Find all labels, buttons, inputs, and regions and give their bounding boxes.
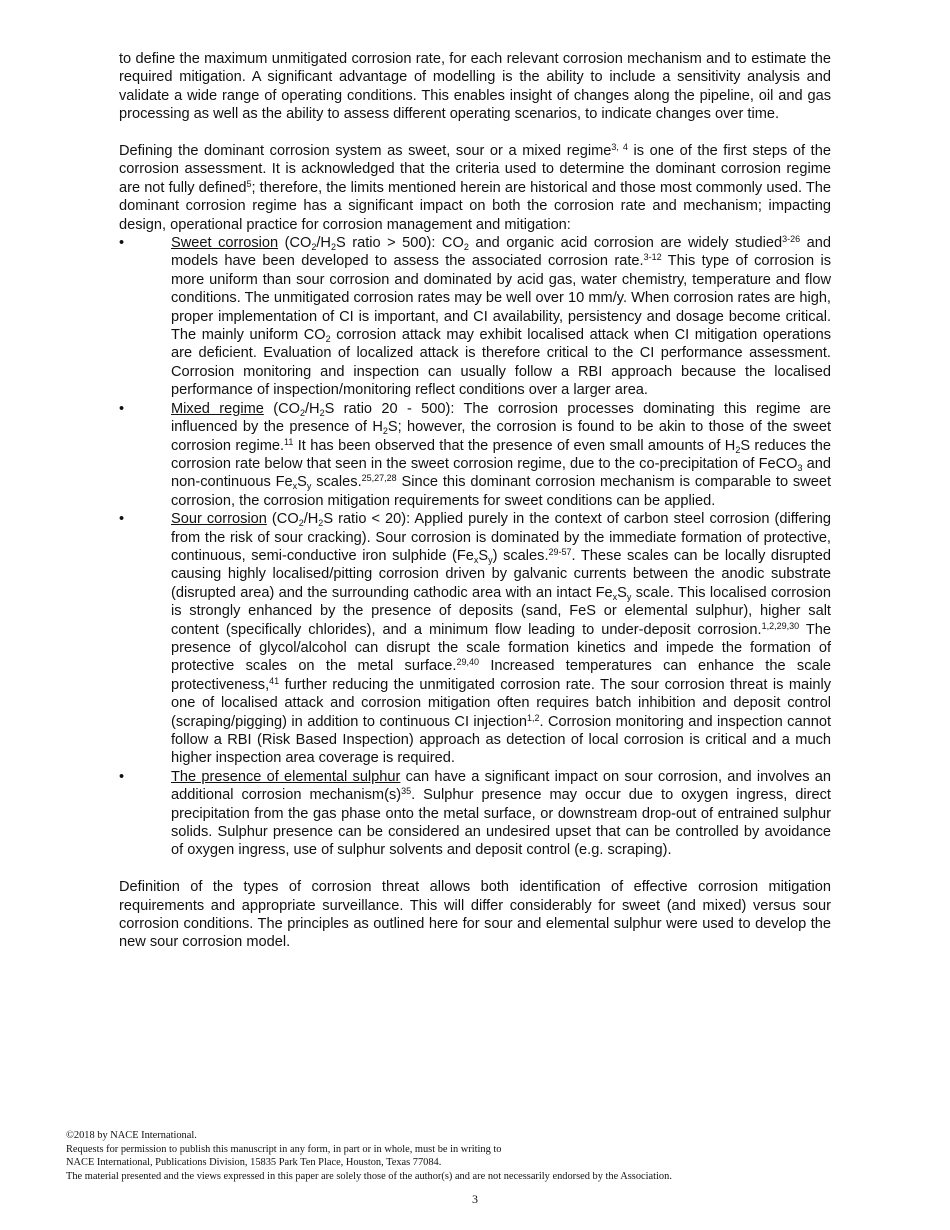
bullet-marker: • [119,511,125,528]
bullet-item-mixed [119,400,831,510]
bullet-item-sulphur [119,768,831,860]
bullet-item-sweet [119,234,831,400]
bullet-list [119,234,831,860]
footer-address: NACE International, Publications Division, 15835 Park Ten Place, Houston, Texas 77084. [66,1157,442,1169]
bullet-item-sour [119,510,831,768]
bullet-marker: • [119,400,125,417]
page-number: 3 [472,1192,478,1206]
bullet-text: Sour corrosion ($CO_2/H_2S$ ratio < 20): Applied purely in the context of carbon steel corrosion (differing from the risk of sour cracking). Sour corrosion is dominated by the immediate formation of protective, continuous, semi-conductive iron sulphide $(Fe_xS_y)$ scales.$^{29-57}$. These scales can be locally disrupted causing highly localised/pitting corrosion driven by galvanic currents between the anodic substrate (disrupted area) and the surrounding cathodic area with an intact $Fe_xS_y$ scale. This localised corrosion is strongly enhanced by the presence of deposits (sand, FeS or elemental sulphur), higher salt content (specifically chlorides), and a minimum flow leading to under-deposit corrosion.$^{1,2,29,30}$ The presence of glycol/alcohol can disrupt the scale formation kinetics and impede the formation of protective scales on the metal surface.$^{29,40}$ Increased temperatures can enhance the scale protectiveness,$^{41}$ further reducing the unmitigated corrosion rate. The sour corrosion threat is mainly one of localised attack and corrosion mitigation often requires batch inhibition and deposit control (scraping/pigging) in addition to continuous CI injection$^{1,2}$. Corrosion monitoring and inspection cannot follow a RBI (Risk Based Inspection) approach as detection of local corrosion is critical and a much higher inspection area coverage is required. [171,511,832,767]
footer-copyright: ©2018 by NACE International. [66,1130,197,1141]
footer-disclaimer: The material presented and the views expressed in this paper are solely those of the author(s) and are not necessarily endorsed by the Association. [66,1170,672,1182]
intro-paragraph: to define the maximum unmitigated corrosion rate, for each relevant corrosion mechanism and to estimate the required mitigation. A significant advantage of modelling is the ability to include a sensitivity analysis and validate a wide range of operating conditions. This enables insight of changes along the pipeline, oil and gas processing as well as the ability to assess different operating scenarios, to indicate changes over time. [119,51,831,123]
bullet-text: The presence of elemental sulphur can have a significant impact on sour corrosion, and involves an additional corrosion $mechanism(s)^{35}$. Sulphur presence may occur due to oxygen ingress, direct precipitation from the gas phase onto the metal surface, or downstream drop-out of entrained sulphur solids. Sulphur presence can be considered an undesired upset that can be controlled by avoidance of oxygen ingress, use of sulphur solvents and deposit control (e.g. scraping). [171,768,831,859]
document-body [119,50,831,952]
footer-permission: Requests for permission to publish this manuscript in any form, in part or in whole, must be in writing to [66,1143,502,1155]
bullet-marker: • [119,235,125,252]
bullet-text: Sweet corrosion ($CO_2/H_2S$ ratio > 500): $CO_2$ and organic acid corrosion are widely studied$^{3-26}$ and models have been developed to assess the associated corrosion rate.$^{3-12}$ This type of corrosion is more uniform than sour corrosion and dominated by acid gas, water chemistry, temperature and flow conditions. The unmitigated corrosion rates may be well over 10 mm/y. When corrosion rates are high, proper implementation of CI is important, and CI availability, persistency and dosage become critical. The mainly uniform $CO_2$ corrosion attack may exhibit localised attack when CI mitigation operations are deficient. Evaluation of localized attack is therefore critical to the CI performance assessment. Corrosion monitoring and inspection can usually follow a RBI approach because the localised performance of inspection/monitoring reflect conditions over a larger area. [171,234,831,399]
regime-paragraph: Defining the dominant corrosion system as sweet, sour or a mixed regime$^{3, 4}$ is one of the first steps of the corrosion assessment. It is acknowledged that the criteria used to determine the dominant corrosion regime are not fully defined$^5$; therefore, the limits mentioned herein are historical and those most commonly used. The dominant corrosion regime has a significant impact on both the corrosion rate and mechanism; impacting design, operational practice for corrosion management and mitigation: [119,142,832,233]
bullet-marker: • [119,768,125,785]
bullet-text: Mixed regime ($CO_2/H_2S$ ratio 20 - 500): The corrosion processes dominating this regime are influenced by the presence of $H_2S$; however, the corrosion is found to be akin to those of the sweet corrosion regime.$^{11}$ It has been observed that the presence of even small amounts of $H_2S$ reduces the corrosion rate below that seen in the sweet corrosion regime, due to the co-precipitation of FeCO$_3$ and non-continuous $Fe_xS_y$ scales.$^{25,27,28}$ Since this dominant corrosion mechanism is comparable to sweet corrosion, the corrosion mitigation requirements for sweet conditions can be applied. [171,400,832,509]
conclusion-paragraph: Definition of the types of corrosion threat allows both identification of effective corrosion mitigation requirements and appropriate surveillance. This will differ considerably for sweet (and mixed) versus sour corrosion conditions. The principles as outlined here for sour and elemental sulphur were used to develop the new sour corrosion model. [119,879,831,951]
copyright-footer [66,1129,886,1183]
